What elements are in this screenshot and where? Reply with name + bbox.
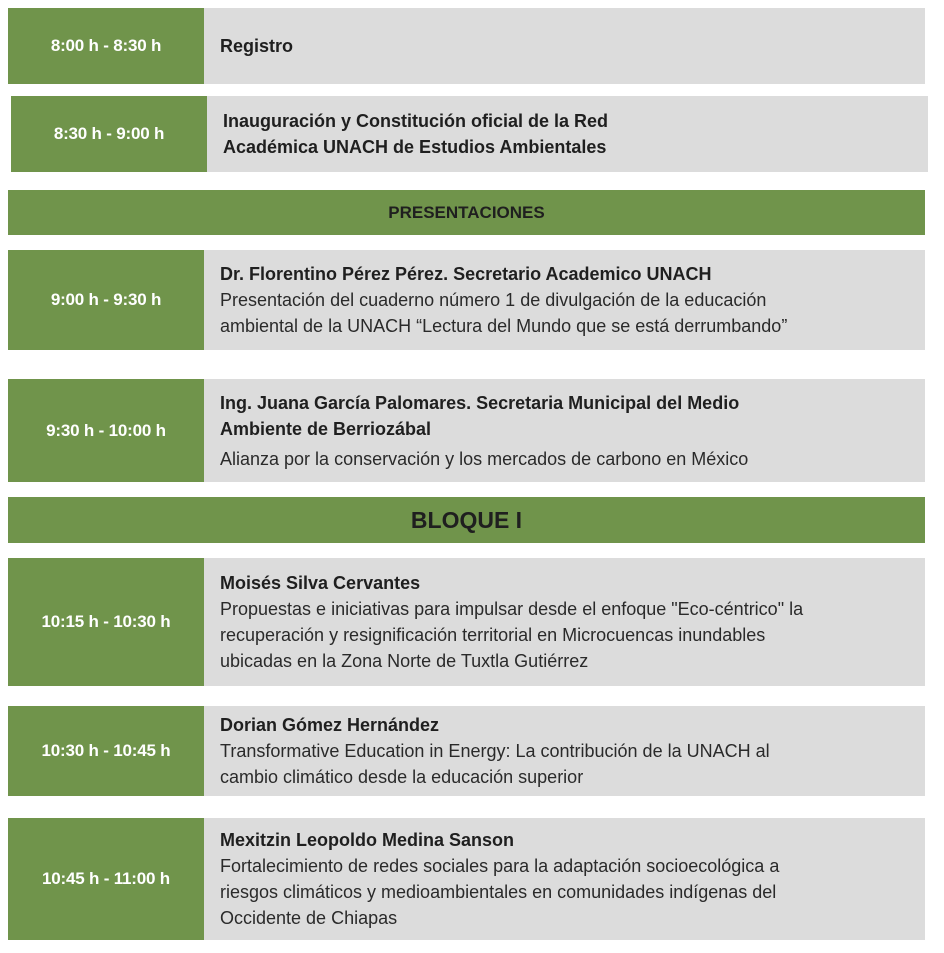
section-title: PRESENTACIONES (388, 202, 545, 222)
time-slot (8, 818, 204, 940)
session-abstract: Presentación del cuaderno número 1 de divulgación de la educación (220, 290, 767, 310)
session-title: Ambiente de Berriozábal (220, 418, 432, 439)
session-abstract: Occidente de Chiapas (220, 908, 398, 928)
time-label: 10:30 h - 10:45 h (41, 741, 171, 760)
session-abstract: Fortalecimiento de redes sociales para la adaptación socioecológica a (220, 856, 780, 876)
schedule-row (8, 379, 925, 482)
time-slot (8, 379, 204, 482)
time-label: 8:30 h - 9:00 h (53, 124, 165, 143)
time-slot (8, 250, 204, 350)
session-abstract: ubicadas en la Zona Norte de Tuxtla Gutiérrez (220, 651, 589, 671)
schedule-row (8, 558, 925, 686)
session-abstract: ambiental de la UNACH “Lectura del Mundo que se está derrumbando” (220, 316, 788, 336)
time-label: 10:45 h - 11:00 h (42, 869, 170, 888)
time-slot (8, 706, 204, 796)
session-abstract: riesgos climáticos y medioambientales en comunidades indígenas del (220, 882, 777, 902)
session-description (204, 8, 925, 84)
session-title: Ing. Juana García Palomares. Secretaria Municipal del Medio (220, 392, 740, 413)
schedule-row (8, 706, 925, 796)
session-description (204, 706, 925, 796)
session-title: Registro (220, 36, 294, 56)
session-abstract: cambio climático desde la educación superior (220, 767, 584, 787)
time-label: 10:15 h - 10:30 h (41, 612, 171, 631)
session-abstract: recuperación y resignificación territorial en Microcuencas inundables (220, 625, 766, 645)
session-title: Inauguración y Constitución oficial de la Red (223, 111, 609, 131)
session-description (204, 558, 925, 686)
session-title: Moisés Silva Cervantes (220, 573, 421, 593)
session-description (204, 818, 925, 940)
schedule-row (11, 96, 928, 172)
time-slot (8, 8, 204, 84)
section-header-bloque (8, 497, 925, 543)
schedule-row (8, 818, 925, 940)
session-abstract: Alianza por la conservación y los mercados de carbono en México (220, 448, 749, 469)
schedule-row (8, 8, 925, 84)
section-title: BLOQUE I (410, 506, 523, 533)
session-description (207, 96, 928, 172)
section-header-presentaciones (8, 190, 925, 235)
session-title: Académica UNACH de Estudios Ambientales (223, 137, 607, 157)
session-description (204, 379, 925, 482)
schedule-row (8, 250, 925, 350)
time-slot (8, 558, 204, 686)
session-title: Dr. Florentino Pérez Pérez. Secretario Academico UNACH (220, 264, 712, 284)
session-abstract: Transformative Education in Energy: La contribución de la UNACH al (220, 741, 770, 761)
session-title: Dorian Gómez Hernández (220, 715, 440, 735)
time-label: 9:30 h - 10:00 h (46, 420, 166, 440)
time-slot (11, 96, 207, 172)
session-description (204, 250, 925, 350)
time-label: 9:00 h - 9:30 h (50, 290, 162, 309)
time-label: 8:00 h - 8:30 h (50, 36, 162, 55)
session-title: Mexitzin Leopoldo Medina Sanson (220, 830, 515, 850)
session-abstract: Propuestas e iniciativas para impulsar desde el enfoque "Eco-céntrico" la (220, 599, 804, 619)
